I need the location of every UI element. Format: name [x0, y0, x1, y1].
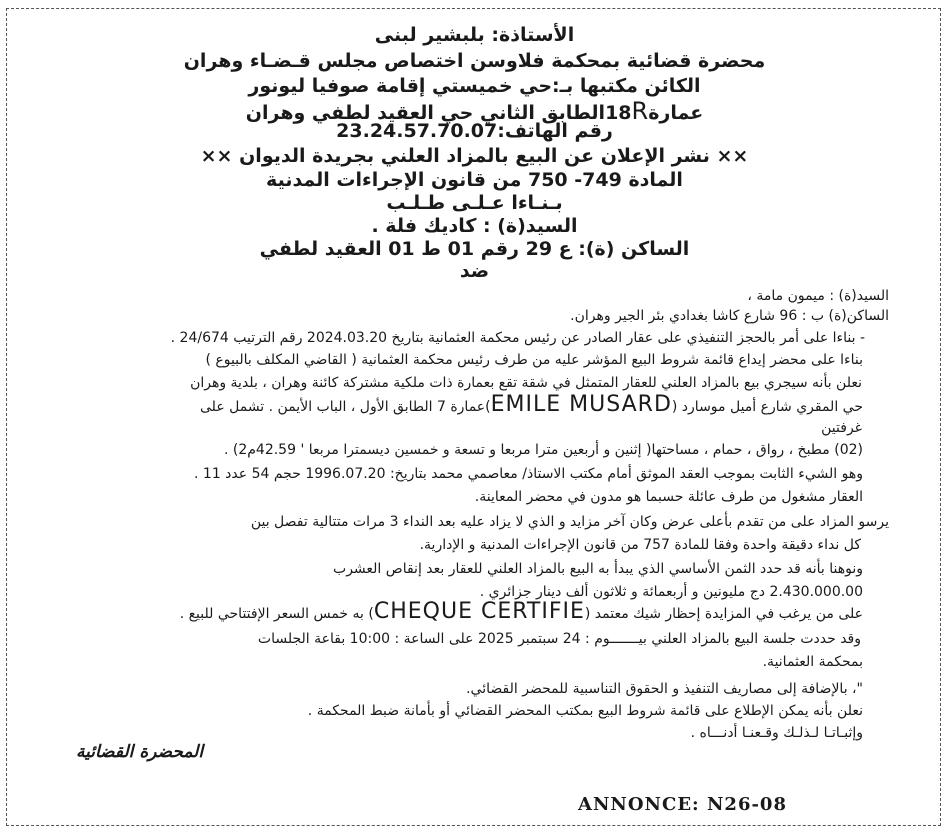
property-deed: وهو الشيء الثابت بموجب العقد الموثق أمام مكتب الاستاذ/ معاصمي محمد بتاريخ: 1996.07.20 حجم 54 عدد 11 . — [194, 466, 863, 482]
against-label: ضد — [459, 260, 490, 282]
office-address: الكائن مكتبها بـ:حي خميستي إقامة صوفيا ليونور — [248, 75, 701, 97]
defendant-name: السيد(ة) : ميمون مامة ، — [747, 288, 889, 304]
cheque-latin-label: CHEQUE CERTIFIE — [373, 599, 585, 624]
sale-announcement: نعلن بأنه سيجري بيع بالمزاد العلني للعقار المتمثل في شقة تقع بعمارة ذات ملكية مشتركة كائنة وهران ، بلدية وهران — [190, 375, 862, 391]
phone-number: رقم الهاتف:23.24.57.70.07 — [336, 120, 613, 142]
base-price-amount: 2.430.000.00 دج مليونين و أربعمائة و ثلاثون ألف دينار جزائري . — [479, 584, 863, 600]
base-price-note: ونوهنا بأنه قد حدد الثمن الأساسي الذي يبدأ به البيع بالمزاد العلني للعقار بعد إنقاص العشرب — [333, 561, 863, 577]
claimant-address: الساكن (ة): ع 29 رقم 01 ط 01 العقيد لطفي — [259, 238, 690, 260]
auction-rule-cont: كل نداء دقيقة واحدة وفقا للمادة 757 من قانون الإجراءات المدنية و الإدارية. — [419, 537, 861, 553]
property-rooms: غرفتين — [821, 420, 862, 436]
cheque-note-start: على من يرغب في المزايدة إحظار شيك معتمد ( — [584, 606, 863, 622]
street-latin-name: EMILE MUSARD — [490, 392, 672, 417]
on-request-of: بـنـاءا عـلـى طـلـب — [386, 192, 563, 214]
attestation: وإثبـاتـا لـذلـك وقـعنـا أدنـــاه . — [690, 725, 863, 741]
location-street: حي المقري شارع أميل موسارد ( — [671, 399, 863, 415]
consultation-note: نعلن بأنه يمكن الإطلاع على قائمة شروط البيع بمكتب المحضر القضائي أو بأمانة ضبط المحكمة . — [307, 703, 863, 719]
legal-article: المادة 749- 750 من قانون الإجراءات المدنية — [266, 169, 683, 191]
property-location — [200, 392, 863, 417]
building-number: عمارة18 — [605, 102, 704, 124]
cheque-note-end: ) به خمس السعر الإفتتاحي للبيع . — [179, 606, 374, 622]
auction-rule: يرسو المزاد على من تقدم بأعلى عرض وكان آخر مزايد و الذي لا يزاد عليه بعد النداء 3 مرات متتالية تفصل بين — [250, 514, 889, 530]
certified-cheque-note — [180, 599, 863, 624]
property-occupancy: العقار مشغول من طرف عائلة حسبما هو مدون في محضر المعاينة. — [474, 489, 863, 505]
publication-notice: ×× نشر الإعلان عن البيع بالمزاد العلني بجريدة الديوان ×× — [200, 145, 749, 167]
announcement-number: ANNONCE: N26-08 — [578, 794, 787, 815]
seizure-order: - بناءا على أمر بالحجز التنفيذي على عقار الصادر عن رئيس محكمة العثمانية بتاريخ 2024.03.20 رقم الترتيب 24/674 . — [170, 330, 865, 346]
claimant-name: السيد(ة) : كاديك فلة . — [371, 215, 578, 237]
session-date: وقد حددت جلسة البيع بالمزاد العلني بيـــــــوم : 24 سبتمبر 2025 على الساعة : 10:00 بقاعة الجلسات — [257, 631, 861, 647]
location-building: )عمارة 7 الطابق الأول ، الباب الأيمن . تشمل على — [200, 399, 491, 415]
fees-note: "، بالإضافة إلى مصاريف التنفيذ و الحقوق التناسبية للمحضر القضائي. — [466, 681, 863, 697]
conditions-deposit: بناءا على محضر إيداع قائمة شروط البيع المؤشر عليه من طرف رئيس محكمة العثمانية ( القاضي المكلف بالبيوع ) — [205, 352, 863, 368]
defendant-address: الساكن(ة) ب : 96 شارع كاشا بغدادي بئر الجير وهران. — [570, 308, 889, 324]
bailiff-name: الأستاذة: بلبشير لبنى — [374, 24, 575, 46]
building-mark: R — [631, 97, 649, 125]
signature-title: المحضرة القضائية — [76, 742, 204, 762]
building-floor: الطابق الثاني حي العقيد لطفي وهران — [245, 102, 606, 124]
bailiff-title: محضرة قضائية بمحكمة فلاوسن اختصاص مجلس قـضـاء وهران — [183, 50, 766, 72]
property-description: (02) مطبخ ، رواق ، حمام ، مساحتها( إثنين و أربعين مترا مربعا و تسعة و خمسين ديسمترا مربعا ' 42.59م2) . — [223, 442, 863, 458]
court-name: بمحكمة العثمانية. — [762, 654, 863, 670]
